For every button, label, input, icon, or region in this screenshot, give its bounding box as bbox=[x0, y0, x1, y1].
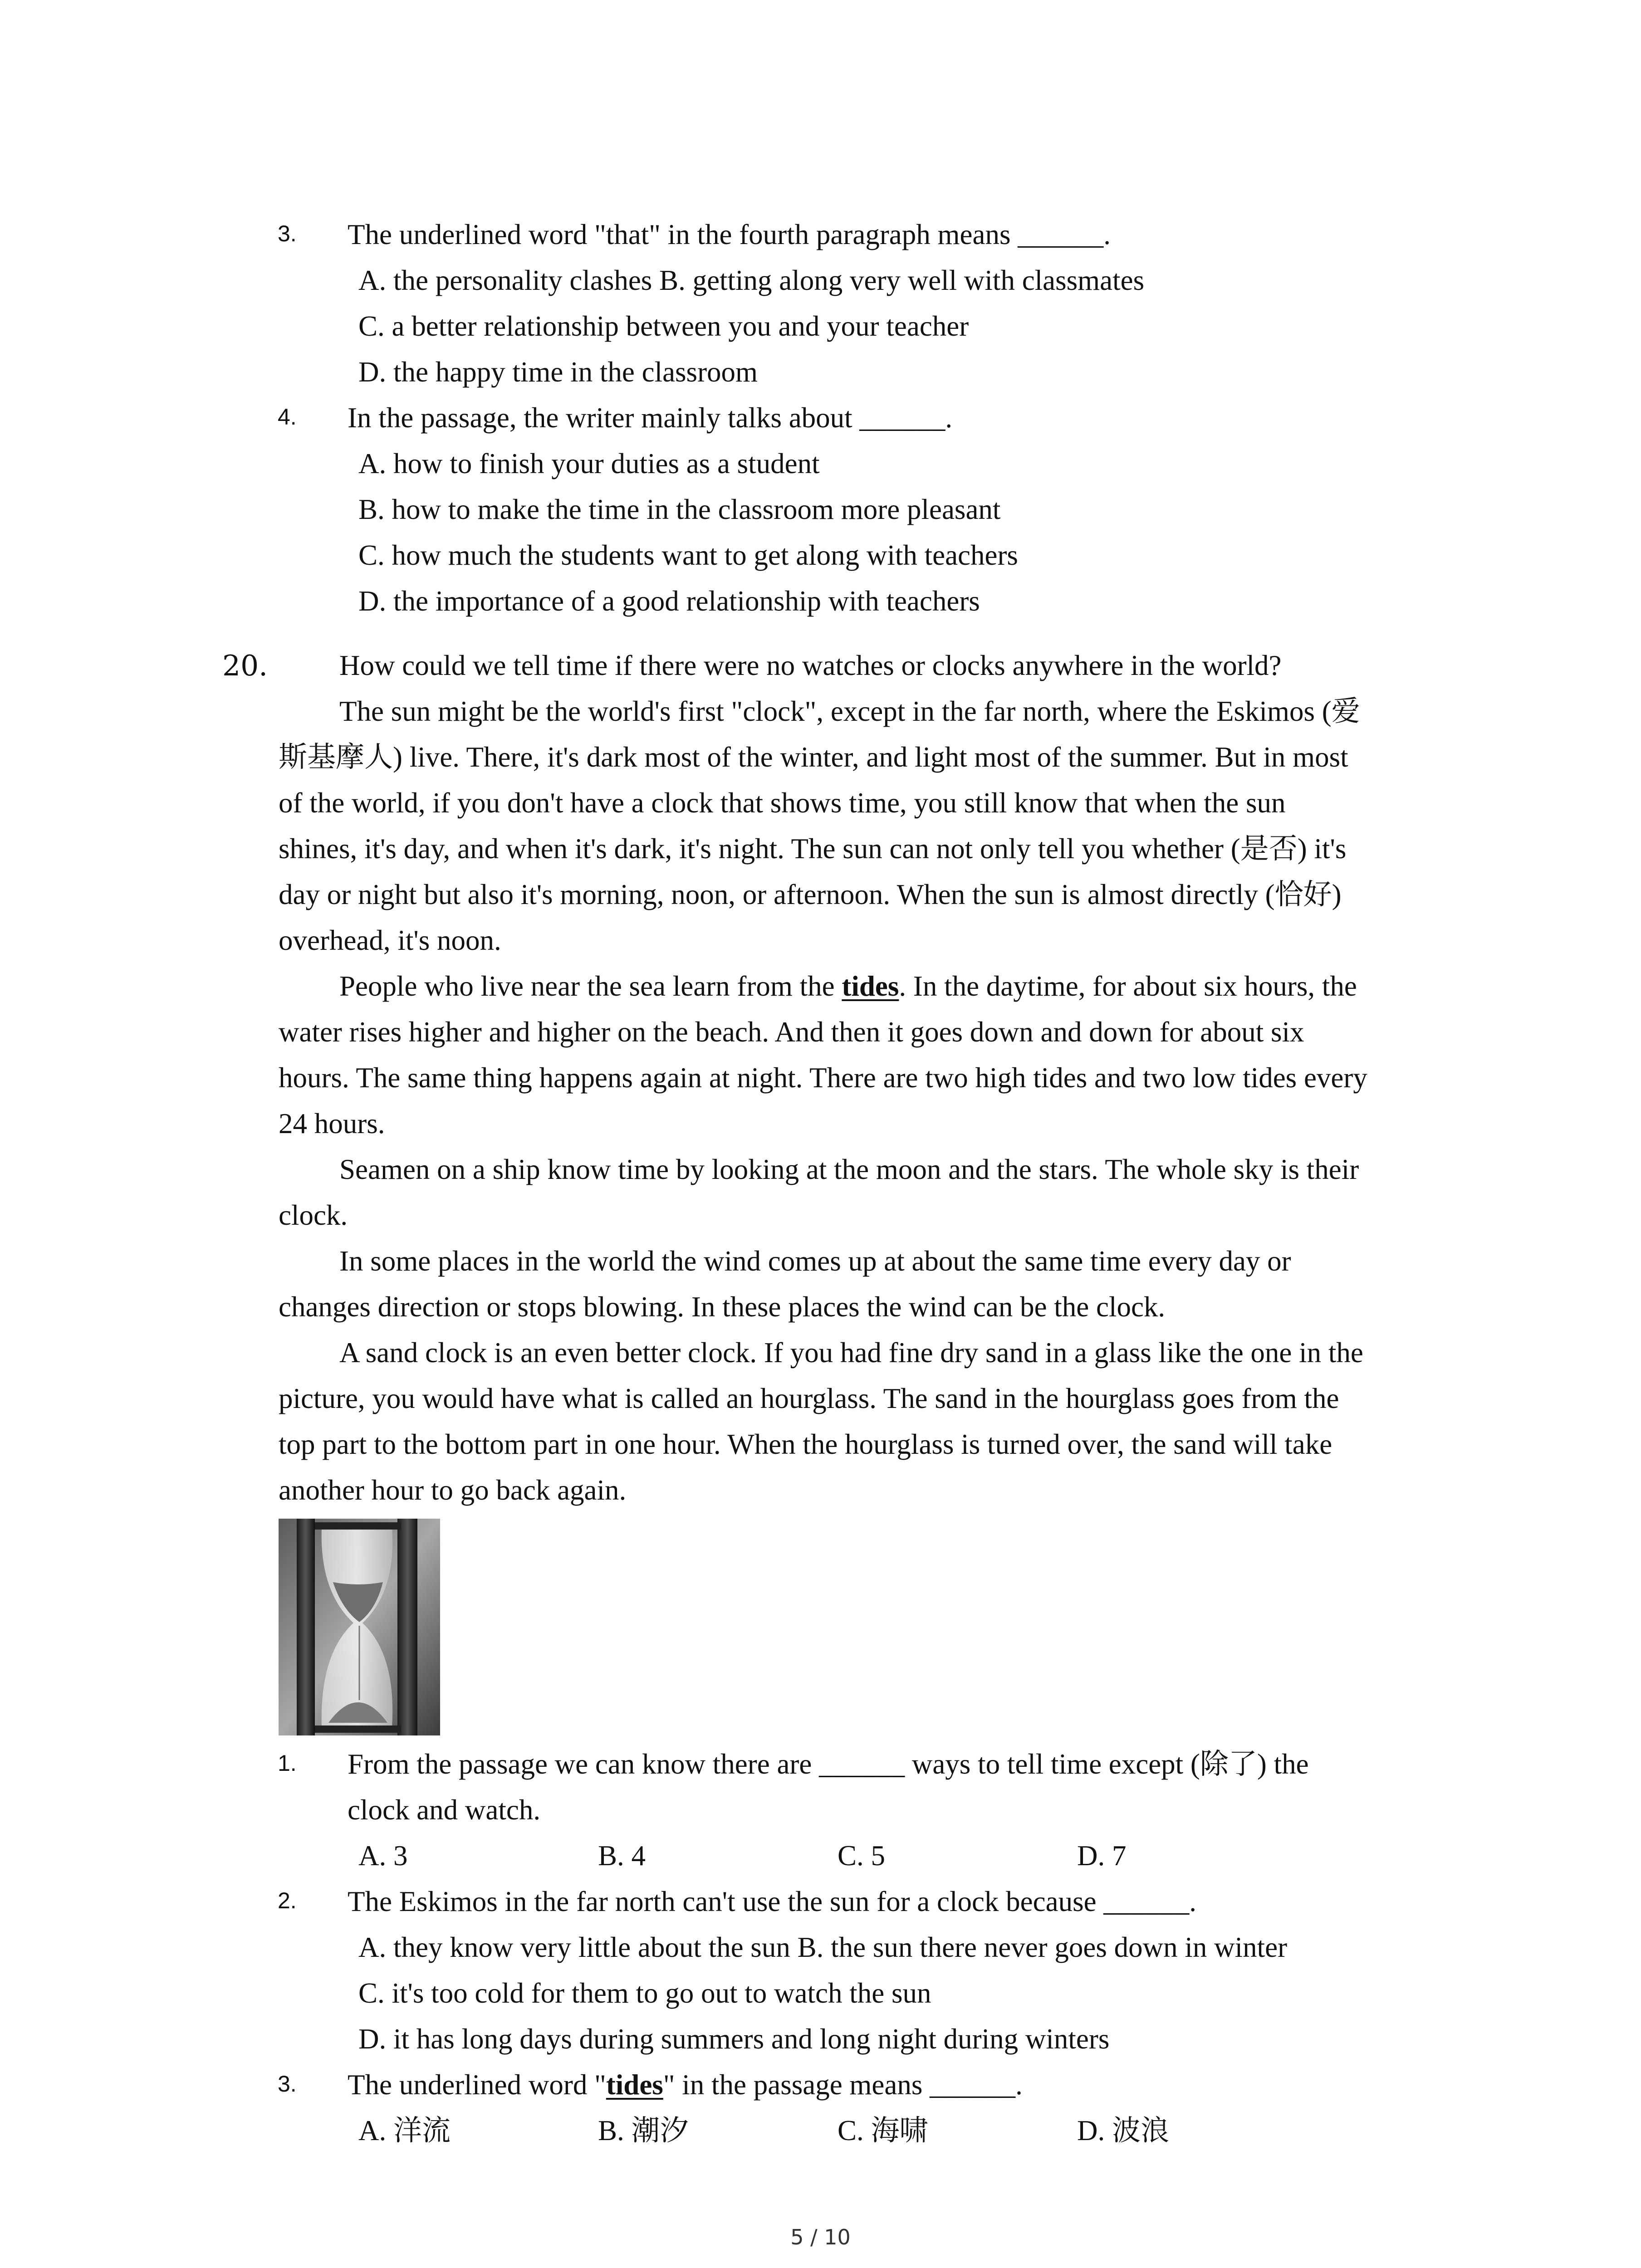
option-a: A. 3 bbox=[358, 1840, 408, 1872]
option-line: D. the happy time in the classroom bbox=[358, 356, 758, 388]
question-number: 3. bbox=[278, 221, 297, 246]
option-c: C. 海啸 bbox=[838, 2115, 928, 2146]
question-number: 4. bbox=[278, 404, 297, 430]
passage-line: top part to the bottom part in one hour. When the hourglass is turned over, the sand will take bbox=[279, 1428, 1332, 1460]
passage-line: water rises higher and higher on the beach. And then it goes down and down for about six bbox=[279, 1016, 1304, 1048]
passage-line: 斯基摩人) live. There, it's dark most of the winter, and light most of the summer. But in most bbox=[279, 741, 1348, 773]
passage-line-tides bbox=[339, 972, 1357, 1001]
passage-line: clock. bbox=[279, 1199, 348, 1231]
option-line: C. a better relationship between you and your teacher bbox=[358, 310, 969, 342]
passage-line: overhead, it's noon. bbox=[279, 924, 501, 956]
underlined-word-tides: tides bbox=[842, 970, 899, 1002]
option-d: D. 波浪 bbox=[1077, 2115, 1169, 2146]
option-d: D. 7 bbox=[1077, 1840, 1127, 1872]
passage-text: . In the daytime, for about six hours, the bbox=[899, 970, 1357, 1002]
hourglass-image bbox=[279, 1519, 440, 1735]
option-line: A. how to finish your duties as a student bbox=[358, 448, 820, 479]
underlined-word-tides: tides bbox=[606, 2069, 663, 2101]
option-b: B. 4 bbox=[598, 1840, 646, 1872]
passage-line: shines, it's day, and when it's dark, it's night. The sun can not only tell you whether (是否) it's bbox=[279, 833, 1347, 865]
option-a: A. 洋流 bbox=[358, 2115, 451, 2146]
passage-line: Seamen on a ship know time by looking at the moon and the stars. The whole sky is their bbox=[339, 1154, 1359, 1185]
option-line: D. it has long days during summers and long night during winters bbox=[358, 2023, 1110, 2055]
option-line: D. the importance of a good relationship with teachers bbox=[358, 585, 980, 617]
stem-text: The underlined word " bbox=[348, 2069, 606, 2101]
passage-line: In some places in the world the wind comes up at about the same time every day or bbox=[339, 1245, 1291, 1277]
passage-line: changes direction or stops blowing. In these places the wind can be the clock. bbox=[279, 1291, 1166, 1323]
question-stem: The underlined word "that" in the fourth paragraph means ______. bbox=[348, 219, 1111, 250]
passage-line: picture, you would have what is called an hourglass. The sand in the hourglass goes from the bbox=[279, 1383, 1339, 1414]
passage-line: another hour to go back again. bbox=[279, 1474, 627, 1506]
option-c: C. 5 bbox=[838, 1840, 886, 1872]
question-stem: From the passage we can know there are ______ ways to tell time except (除了) the bbox=[348, 1748, 1309, 1780]
question-number: 1. bbox=[278, 1750, 297, 1776]
passage-line: How could we tell time if there were no watches or clocks anywhere in the world? bbox=[339, 650, 1282, 681]
question-stem: clock and watch. bbox=[348, 1794, 541, 1826]
page-number: 5 / 10 bbox=[790, 2225, 851, 2249]
passage-line: hours. The same thing happens again at night. There are two high tides and two low tides every bbox=[279, 1062, 1367, 1094]
passage-line: day or night but also it's morning, noon, or afternoon. When the sun is almost directly (恰好) bbox=[279, 879, 1342, 910]
option-line: B. how to make the time in the classroom more pleasant bbox=[358, 494, 1001, 525]
question-stem: In the passage, the writer mainly talks about ______. bbox=[348, 402, 953, 434]
question-number-20: 20. bbox=[222, 649, 268, 682]
passage-line: of the world, if you don't have a clock that shows time, you still know that when the sun bbox=[279, 787, 1286, 819]
option-line: A. the personality clashes B. getting along very well with classmates bbox=[358, 264, 1145, 296]
option-line: C. how much the students want to get along with teachers bbox=[358, 539, 1018, 571]
question-stem: The Eskimos in the far north can't use the sun for a clock because ______. bbox=[348, 1886, 1197, 1917]
question-number: 3. bbox=[278, 2071, 297, 2097]
passage-text: People who live near the sea learn from the bbox=[339, 970, 842, 1002]
passage-line: The sun might be the world's first "clock", except in the far north, where the Eskimos (爱 bbox=[339, 695, 1360, 727]
option-line: A. they know very little about the sun B. the sun there never goes down in winter bbox=[358, 1931, 1288, 1963]
question-number: 2. bbox=[278, 1888, 297, 1913]
question-stem-tides bbox=[348, 2071, 1023, 2099]
stem-text: " in the passage means ______. bbox=[663, 2069, 1023, 2101]
passage-line: 24 hours. bbox=[279, 1108, 385, 1139]
passage-line: A sand clock is an even better clock. If you had fine dry sand in a glass like the one in the bbox=[339, 1337, 1363, 1369]
option-line: C. it's too cold for them to go out to watch the sun bbox=[358, 1977, 931, 2009]
option-b: B. 潮汐 bbox=[598, 2115, 689, 2146]
